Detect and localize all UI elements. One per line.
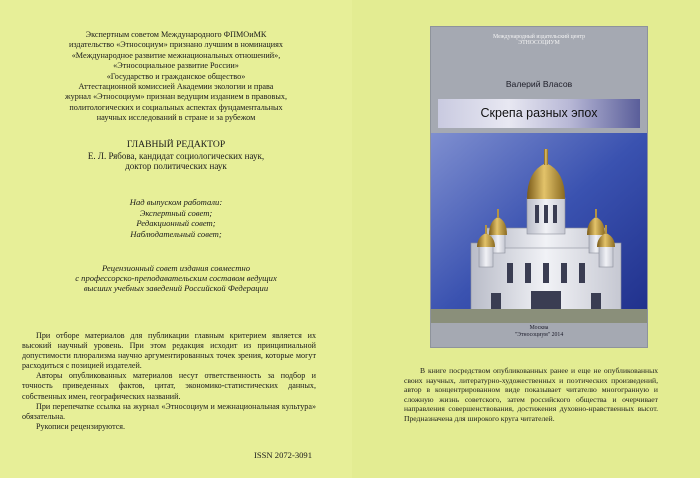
publisher-line: Международный издательский центр <box>493 34 585 40</box>
intro-line: издательство «Этносоциум» признано лучшим в номинациях <box>68 40 284 50</box>
publisher-line: ЭТНОСОЦИУМ <box>518 40 560 47</box>
policy-paragraph: При отборе материалов для публикации главным критерием является их высокий научный уровень. При этом редакция исходит из принципиальной допустимости плюрализма научно аргументированных точек зрения, которые могут расходиться с позицией издателей. <box>22 331 316 371</box>
intro-line: политологических и социальных аспектах фундаментальных <box>69 102 283 112</box>
intro-line: научных исследований в стране и за рубежом <box>96 113 256 123</box>
intro-line: «Государство и гражданское общество» <box>106 71 246 81</box>
intro-line: Экспертным советом Международного ФПМОиМК <box>85 30 267 39</box>
annotation-text: В книге посредством опубликованных ранее и еще не опубликованных своих научных, литературно-художественных и поэтических произведений, автор в концентрированном виде показывает читателю многогранную и сложную жизнь советского, затем российского общества и очерчивает направления совершенствования, достижения духовно-нравственных высот. Предназначена для широкого круга читателей. <box>404 366 658 423</box>
issn: ISSN 2072-3091 <box>254 450 313 460</box>
intro-line: журнал «Этносоциум» признан ведущим изданием в правовых, <box>65 92 287 102</box>
cover-publisher <box>431 34 647 47</box>
chief-editor <box>18 140 334 172</box>
book-cover <box>431 27 647 347</box>
worked-line: Экспертный совет; <box>139 207 213 218</box>
awards-intro <box>18 30 334 124</box>
review-council <box>18 263 334 294</box>
intro-line: «Этносоциальное развитие России» <box>113 61 239 71</box>
imprint-line: Москва <box>529 325 549 331</box>
cover-imprint <box>431 325 647 338</box>
review-line: с профессорско-преподавательским составом ведущих <box>75 273 277 284</box>
editor-title: ГЛАВНЫЙ РЕДАКТОР <box>126 139 226 150</box>
intro-line: Аттестационной комиссией Академии экологии и права <box>78 82 274 92</box>
review-line: высших учебных заведений Российской Федерации <box>83 283 269 294</box>
worked-line: Над выпуском работали: <box>129 197 223 207</box>
cathedral-photo <box>431 133 647 323</box>
intro-line: «Международное развитие межнациональных отношений», <box>71 50 281 60</box>
policy-paragraph: Рукописи рецензируются. <box>36 421 126 431</box>
worked-line: Наблюдательный совет; <box>130 228 222 239</box>
worked-on-issue <box>18 197 334 239</box>
policy-paragraph: При перепечатке ссылка на журнал «Этносоциум и межнациональная культура» обязательна. <box>22 401 316 421</box>
editor-line: доктор политических наук <box>125 161 227 172</box>
imprint-line: "Этносоциум" 2014 <box>514 331 564 338</box>
cover-author: Валерий Власов <box>505 79 573 89</box>
foreground <box>431 309 647 323</box>
worked-line: Редакционный совет; <box>136 218 216 229</box>
review-line: Рецензионный совет издания совместно <box>101 263 251 273</box>
policy-paragraph: Авторы опубликованных материалов несут ответственность за подбор и точность приведенных фактов, цитат, экономико-статистических данных, собственных имен, географических названий. <box>22 371 316 401</box>
cover-title: Скрепа разных эпох <box>480 106 598 120</box>
editorial-policy <box>22 331 316 432</box>
editor-line: Е. Л. Рябова, кандидат социологических наук, <box>87 150 265 161</box>
book-annotation <box>404 366 658 424</box>
